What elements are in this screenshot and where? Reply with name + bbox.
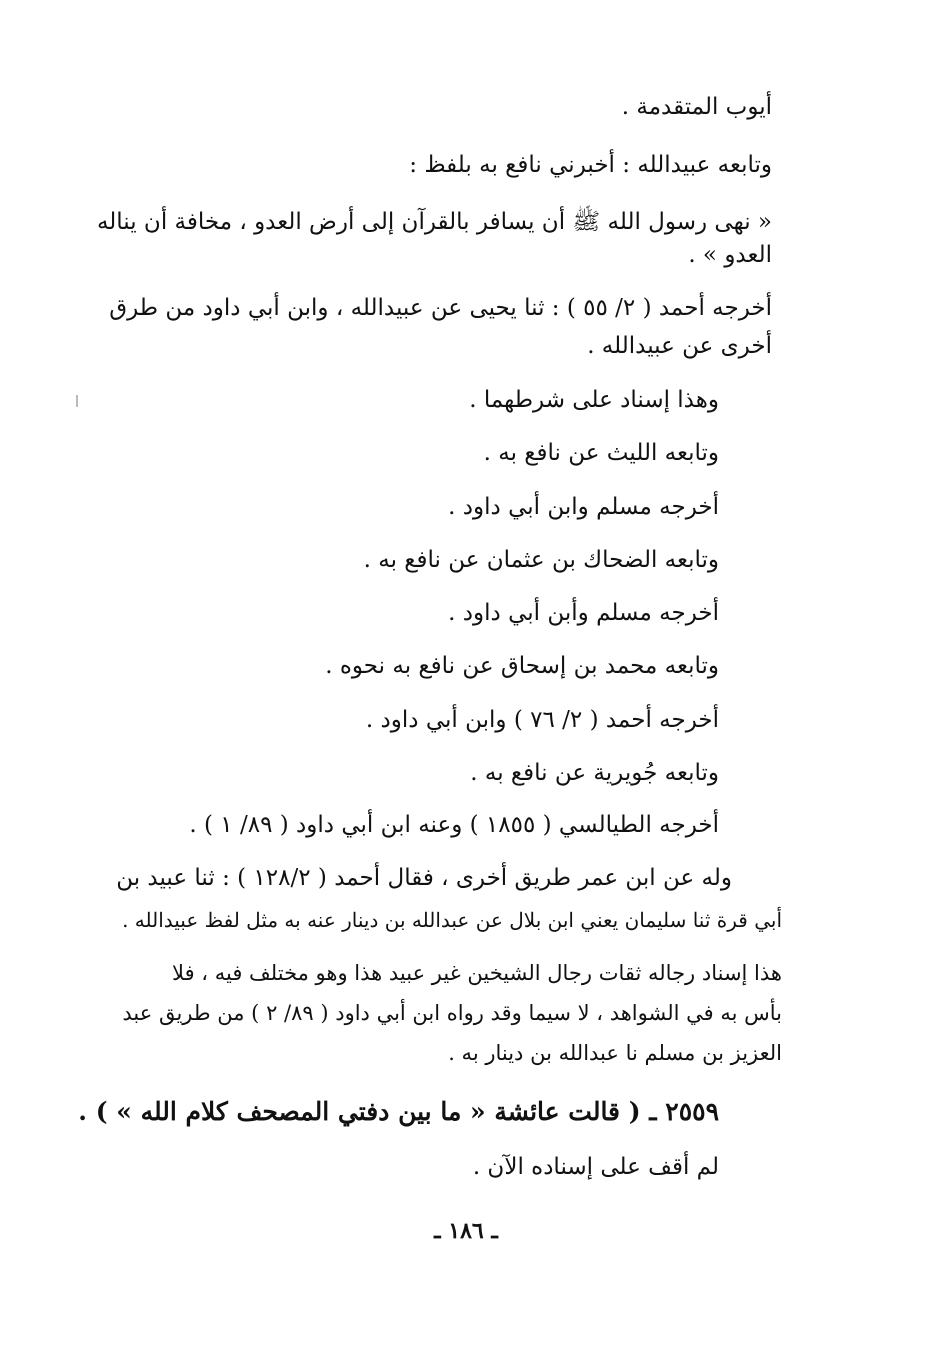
text-line: وتابعه محمد بن إسحاق عن نافع به نحوه .: [325, 653, 719, 679]
text-line: أخرجه مسلم وابن أبي داود .: [448, 494, 719, 520]
text-line: أخرجه أحمد ( ٢/ ٥٥ ) : ثنا يحيى عن عبيدالله ، وابن أبي داود من طرق: [109, 295, 772, 321]
text-line: أخرجه الطيالسي ( ١٨٥٥ ) وعنه ابن أبي داود ( ٨٩/ ١ ) .: [189, 812, 719, 838]
text-line: العدو » .: [688, 242, 772, 268]
text-line: « نهى رسول الله ﷺ أن يسافر بالقرآن إلى أرض العدو ، مخافة أن يناله: [96, 209, 772, 235]
text-line: أيوب المتقدمة .: [621, 94, 772, 120]
text-line: العزيز بن مسلم نا عبدالله بن دينار به .: [448, 1041, 782, 1065]
text-line: هذا إسناد رجاله ثقات رجال الشيخين غير عبيد هذا وهو مختلف فيه ، فلا: [172, 961, 782, 985]
hadith-heading: ٢٥٥٩ ـ ( قالت عائشة « ما بين دفتي المصحف كلام الله » ) .: [78, 1097, 719, 1126]
text-line: بأس به في الشواهد ، لا سيما وقد رواه ابن أبي داود ( ٨٩/ ٢ ) من طريق عبد: [122, 1001, 782, 1025]
text-line: لم أقف على إسناده الآن .: [472, 1154, 719, 1180]
text-line: أخرجه أحمد ( ٢/ ٧٦ ) وابن أبي داود .: [365, 707, 719, 733]
text-line: أخرجه مسلم وأبن أبي داود .: [448, 600, 719, 626]
text-line: وتابعه الضحاك بن عثمان عن نافع به .: [363, 547, 719, 573]
text-line: أبي قرة ثنا سليمان يعني ابن بلال عن عبدالله بن دينار عنه به مثل لفظ عبيدالله .: [122, 908, 782, 932]
text-line: وتابعه جُويرية عن نافع به .: [470, 760, 719, 786]
scan-mark: [76, 395, 78, 407]
text-line: وتابعه عبيدالله : أخبرني نافع به بلفظ :: [409, 152, 772, 178]
text-line: وله عن ابن عمر طريق أخرى ، فقال أحمد ( ١٢٨/٢ ) : ثنا عبيد بن: [116, 865, 732, 891]
page-number: ـ ١٨٦ ـ: [434, 1218, 498, 1244]
text-line: أخرى عن عبيدالله .: [587, 333, 772, 359]
text-line: وتابعه الليث عن نافع به .: [483, 440, 719, 466]
text-line: وهذا إسناد على شرطهما .: [469, 387, 719, 413]
